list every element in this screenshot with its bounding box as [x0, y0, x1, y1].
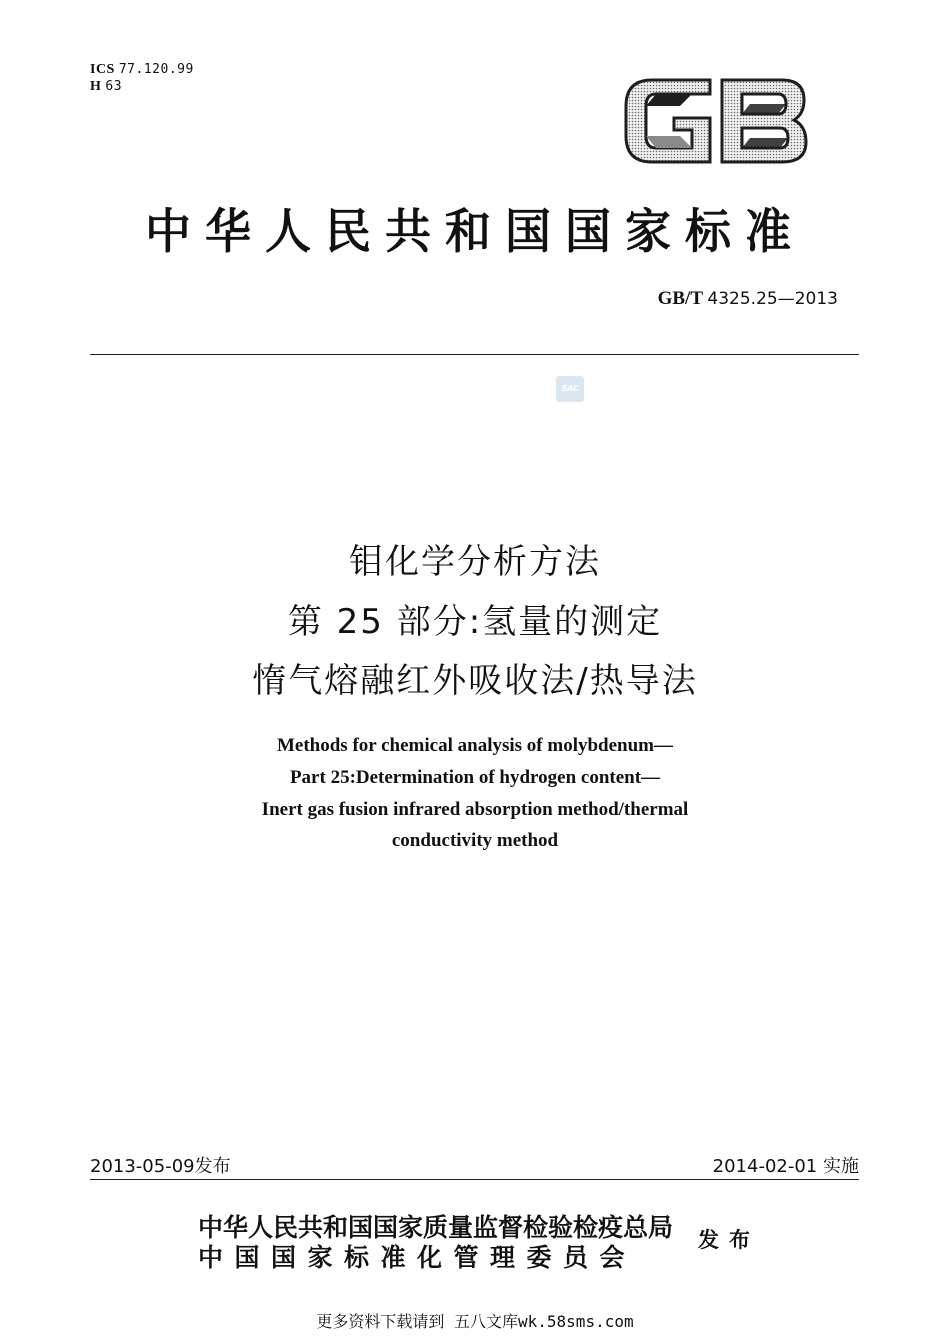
h-value: 63 [105, 79, 123, 94]
title-en-line-2: Part 25:Determination of hydrogen content— [289, 767, 661, 788]
issuer-aqsiq: 中华人民共和国国家质量监督检验检疫总局 [198, 1213, 674, 1242]
h-label: H [90, 79, 102, 94]
issue-date [90, 1152, 231, 1178]
standard-code: 4325.25—2013 [707, 289, 838, 309]
issuer-sac: 中国国家标准化管理委员会 [198, 1243, 637, 1272]
title-zh-line-3: 惰气熔融红外吸收法/热导法 [252, 661, 698, 701]
issue-date-value: 2013-05-09 [90, 1156, 195, 1177]
country-standard-title: 中华人民共和国国家标准 [145, 203, 805, 260]
gb-logo-letter-g [626, 80, 710, 162]
ics-label: ICS [90, 62, 115, 77]
download-footer-link[interactable]: 更多资料下载请到 五八文库wk.58sms.com [316, 1312, 634, 1331]
impl-date-value: 2014-02-01 [712, 1156, 818, 1177]
title-en-line-3: Inert gas fusion infrared absorption method/thermal [261, 799, 689, 820]
title-en-line-1: Methods for chemical analysis of molybdenum— [276, 735, 673, 756]
ics-value: 77.120.99 [118, 62, 194, 77]
gb-logo-icon [622, 72, 810, 170]
ics-code [90, 62, 194, 78]
standard-number [658, 288, 838, 310]
bottom-divider [90, 1179, 859, 1180]
implementation-date [713, 1152, 859, 1178]
gb-logo-letter-b [722, 80, 806, 162]
title-en-line-4: conductivity method [391, 830, 559, 851]
h-code [90, 79, 122, 95]
publish-label: 发布 [698, 1227, 760, 1252]
issue-date-label: 发布 [194, 1156, 231, 1177]
impl-date-label: 实施 [823, 1156, 859, 1177]
standard-prefix: GB/T [657, 288, 703, 309]
top-divider [90, 354, 859, 355]
title-zh-line-2: 第 25 部分:氢量的测定 [287, 602, 663, 642]
title-zh-line-1: 钼化学分析方法 [349, 542, 601, 582]
sac-watermark-logo: SAC [556, 376, 584, 402]
